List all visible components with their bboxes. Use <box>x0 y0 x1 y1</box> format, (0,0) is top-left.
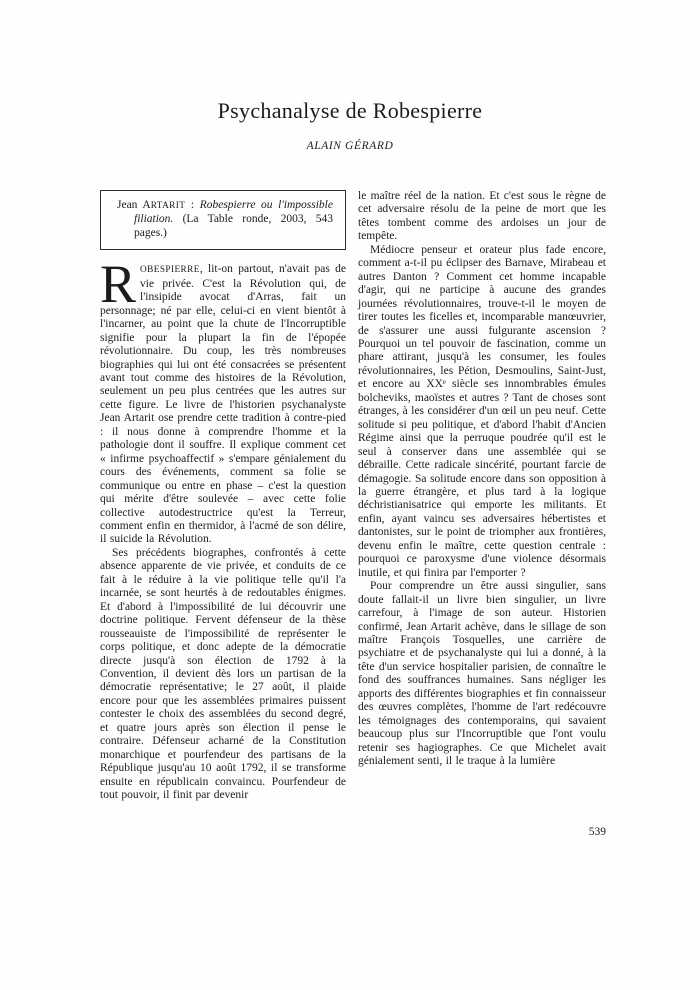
citation-author-prefix: Jean A <box>117 199 151 211</box>
paragraph: Pour comprendre un être aussi singulier, sans doute fallait-il un livre bien singulier, un livre carrefour, à l'image de son auteur. Historien confirmé, Jean Artarit achève, dans le sillage de son maître François Tosquelles, une carrière de psychiatre et de psychanalyste qui lui a donné, à la tête d'un service hospitalier parisien, de connaître le fond des souffrances humaines. Sans négliger les apports des différentes biographies et fin connaisseur des œuvres complètes, l'homme de l'art redécouvre les témoignages des contemporains, qui savaient beaucoup plus sur l'Incorruptible que l'ont voulu retenir ses hagiographes. Ce que Michelet avait génialement senti, il le traque à la lumière <box>358 580 607 768</box>
citation-box <box>100 190 346 250</box>
citation-colon: : <box>185 199 200 211</box>
paragraph-continuation: le maître réel de la nation. Et c'est sous le règne de cet adversaire résolu de la peine de mort que les têtes tombent comme des ardoises un jour de tempête. <box>358 190 606 243</box>
citation-text <box>117 199 333 240</box>
citation-author-smallcaps: RTARIT <box>150 201 186 211</box>
lead-text: , lit-on partout, n'avait pas de vie privée. C'est la Révolution qui, de l'insipide avocat d'Arras, fait un personnage; né par elle, celui-ci en vient bientôt à l'incarner, au point que la chute de l'Incorruptible signifie pour la plupart la fin de l'épopée révolutionnaire. Du coup, les très nombreuses biographies qui lui ont été consacrées se présentent avant tout comme des histoires de la Révolution, seulement un peu plus centrées que les autres sur cette figure. Le livre de l'historien psychanalyste Jean Artarit ose prendre cette tradition à contre-pied : il nous donne à comprendre l'homme et la pathologie dont il souffre. Il explique comment cet « infirme psychoaffectif » s'empare génialement du cours des événements, comment sa folie se communique ou entre en phase – c'est la question qui mérite d'être soulevée – avec cette folie collective autodestructrice qu'est la Terreur, comment enfin en thermidor, à l'acmé de son délire, il suicide la Révolution. <box>100 263 346 546</box>
paragraph-lead <box>100 254 346 547</box>
citation-imprint: (La Table ronde, 2003, 543 pages.) <box>134 213 333 239</box>
lead-smallcaps: OBESPIERRE <box>140 265 200 276</box>
left-column <box>100 190 346 802</box>
paragraph: Médiocre penseur et orateur plus fade encore, comment a-t-il pu éclipser des Barnave, Mirabeau et autres Danton ? Comment cet homme incapable d'agir, qui ne participe à aucune des grandes journées révolutionnaires, trouve-t-il le moyen de tirer toutes les ficelles et, incomparable manœuvrier, de s'assurer une aussi fulgurante ascension ? Pourquoi un tel pouvoir de fascination, comme un phare attirant, jusqu'à les consumer, les foules révolutionnaires, les Pétion, Desmoulins, Saint-Just, et encore au XXᵉ siècle ses innombrables émules bolcheviks, maoïstes et autres ? Tant de choses sont étranges, à les considérer d'un œil un peu neuf. Cette solitude si peu politique, et d'abord l'habit d'Ancien Régime ainsi que la perruque poudrée qu'il est le seul à conserver dans une assemblée qui se débraille. Cette radicale sincérité, pourtant farcie de démagogie. Sa solitude encore dans son opposition à la guerre étrangère, et plus tard à la logique déchristianisatrice qui emporte les militants. Et enfin, ayant vaincu ses adversaires hébertistes et dantonistes, sur le point de triompher aux frontières, devenu enfin le maître, cette question centrale : pourquoi ce paroxysme d'une violence désormais inutile, et qui finira par l'emporter ? <box>358 243 606 579</box>
article-title: Psychanalyse de Robespierre <box>217 98 483 123</box>
citation-book-title: Robespierre ou l'impossible filiation. <box>134 199 333 226</box>
right-column <box>358 190 606 768</box>
paragraph: Ses précédents biographes, confrontés à cette absence apparente de vie privée, et conduits de ce fait à le réduire à la vie politique telle qu'il l'a incarnée, se sont heurtés à de redoutables énigmes. Et d'abord à l'impossibilité de lui découvrir une doctrine politique. Fervent défenseur de la thèse rousseauiste de l'impossibilité de représenter le corps politique, et donc adepte de la démocratie directe jusqu'à son élection de 1792 à la Convention, il devient dès lors un partisan de la démocratie représentative; le 27 août, il plaide encore pour que les assemblées primaires puissent contester le choix des assemblées du second degré, et quatre jours après son élection il pense le contraire. Défenseur acharné de la Constitution monarchique et pourfendeur des partisans de la République jusqu'au 10 août 1792, il se transforme ensuite en républicain convaincu. Pourfendeur de tout pouvoir, il finit par devenir <box>100 546 346 802</box>
article-author: ALAIN GÉRARD <box>306 140 394 152</box>
drop-cap: R <box>100 254 137 315</box>
page-number: 539 <box>588 826 606 838</box>
